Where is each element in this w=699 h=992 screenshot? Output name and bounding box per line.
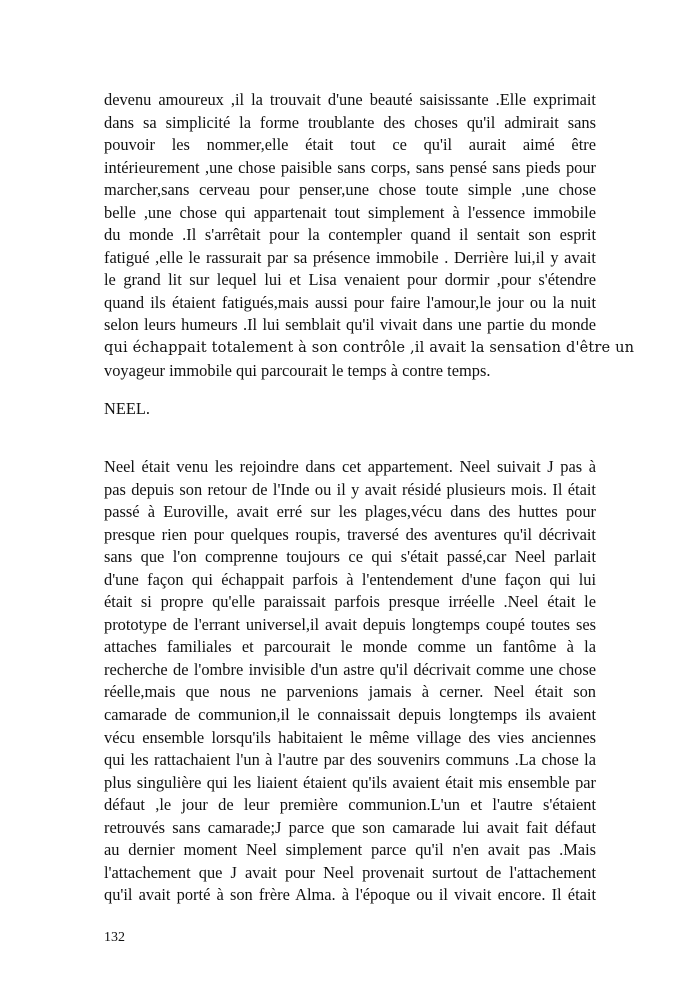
paragraph-line: recherche de l'ombre invisible d'un astre qu'il décrivait comme une chose xyxy=(104,659,596,679)
paragraph-line: quand ils étaient fatigués,mais aussi pour faire l'amour,le jour ou la nuit xyxy=(104,292,596,312)
paragraph-line: voyageur immobile qui parcourait le temps à contre temps. xyxy=(104,360,491,380)
paragraph-line: camarade de communion,il le connaissait depuis longtemps ils avaient xyxy=(104,705,596,725)
paragraph-line: qui les rattachaient l'un à l'autre par des souvenirs communs .La chose la xyxy=(104,750,596,770)
paragraph-line: retrouvés sans camarade;J parce que son camarade lui avait fait défaut xyxy=(104,817,596,837)
paragraph-1 xyxy=(104,89,635,382)
paragraph-line: selon leurs humeurs .Il lui semblait qu'il vivait dans une partie du monde xyxy=(104,315,596,335)
paragraph-line: qu'il avait porté à son frère Alma. à l'époque ou il vivait encore. Il était xyxy=(104,885,596,905)
paragraph-2 xyxy=(104,456,596,907)
paragraph-line: l'attachement que J avait pour Neel provenait surtout de l'attachement xyxy=(104,862,596,882)
paragraph-line: défaut ,le jour de leur première communion.L'un et l'autre s'étaient xyxy=(104,795,596,815)
section-heading: NEEL. xyxy=(104,399,150,418)
paragraph-line: attaches familiales et parcourait le monde comme un fantôme à la xyxy=(104,637,596,657)
paragraph-line: vécu ensemble lorsqu'ils habitaient le même village des vies anciennes xyxy=(104,727,596,747)
paragraph-line: prototype de l'errant universel,il avait depuis longtemps coupé toutes ses xyxy=(104,614,596,634)
paragraph-line: dans sa simplicité la forme troublante des choses qu'il admirait sans xyxy=(104,112,596,132)
paragraph-line: presque rien pour quelques roupis, traversé des aventures qu'il décrivait xyxy=(104,524,596,544)
paragraph-line: intérieurement ,une chose paisible sans corps, sans pensé sans pieds pour xyxy=(104,157,596,177)
paragraph-line: pas depuis son retour de l'Inde ou il y avait résidé plusieurs mois. Il était xyxy=(104,479,596,499)
paragraph-line: le grand lit sur lequel lui et Lisa venaient pour dormir ,pour s'étendre xyxy=(104,270,596,290)
paragraph-line: pouvoir les nommer,elle était tout ce qu'il aurait aimé être xyxy=(104,135,596,155)
paragraph-line: sans que l'on comprenne toujours ce qui s'était passé,car Neel parlait xyxy=(104,547,596,567)
paragraph-line: qui échappait totalement à son contrôle ,il avait la sensation d'être un xyxy=(104,339,635,357)
paragraph-line: Neel était venu les rejoindre dans cet appartement. Neel suivait J pas à xyxy=(104,457,596,476)
paragraph-line: était si propre qu'elle paraissait parfois presque irréelle .Neel était le xyxy=(104,592,596,612)
paragraph-line: passé à Euroville, avait erré sur les plages,vécu dans des huttes pour xyxy=(104,502,596,522)
paragraph-line: plus singulière qui les liaient étaient qu'ils avaient était mis ensemble par xyxy=(104,772,596,792)
paragraph-line: devenu amoureux ,il la trouvait d'une beauté saisissante .Elle exprimait xyxy=(104,90,596,109)
paragraph-line: belle ,une chose qui appartenait tout simplement à l'essence immobile xyxy=(104,202,596,222)
paragraph-line: fatigué ,elle le rassurait par sa présence immobile . Derrière lui,il y avait xyxy=(104,247,596,267)
paragraph-line: au dernier moment Neel simplement parce qu'il n'en avait pas .Mais xyxy=(104,840,596,860)
page-number: 132 xyxy=(104,930,125,945)
paragraph-line: réelle,mais que nous ne parvenions jamais à cerner. Neel était son xyxy=(104,682,596,702)
paragraph-line: marcher,sans cerveau pour penser,une chose toute simple ,une chose xyxy=(104,180,596,200)
paragraph-line: du monde .Il s'arrêtait pour la contempler quand il sentait son esprit xyxy=(104,225,596,245)
paragraph-line: d'une façon qui échappait parfois à l'entendement d'une façon qui lui xyxy=(104,569,596,589)
